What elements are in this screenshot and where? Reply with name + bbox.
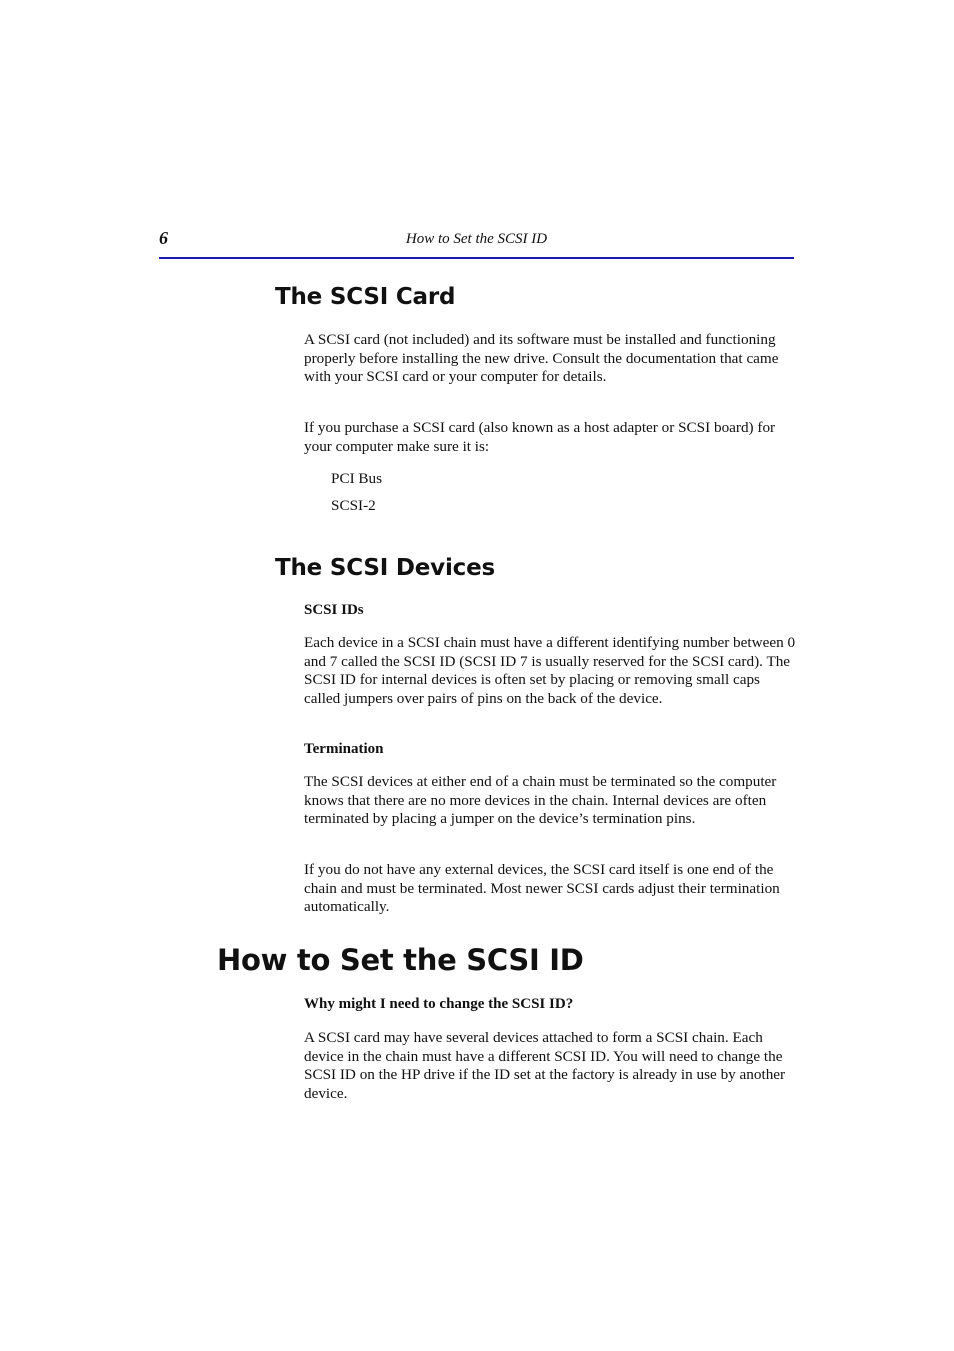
- heading-the-scsi-card: The SCSI Card: [275, 284, 456, 310]
- heading-the-scsi-devices: The SCSI Devices: [275, 555, 495, 581]
- subheading-why-change-scsi-id: Why might I need to change the SCSI ID?: [304, 996, 574, 1012]
- requirement-scsi-2: SCSI-2: [331, 497, 376, 514]
- heading-how-to-set-the-scsi-id: How to Set the SCSI ID: [217, 943, 584, 977]
- why-change-paragraph: A SCSI card may have several devices attached to form a SCSI chain. Each device in the chain must have a different SCSI ID. You will need to change the SCSI ID on the HP drive if the ID set at the factory is already in use by another device.: [304, 1029, 786, 1102]
- subheading-scsi-ids: SCSI IDs: [304, 602, 364, 618]
- termination-paragraph-1: The SCSI devices at either end of a chain must be terminated so the computer knows that there are no more devices in the chain. Internal devices are often terminated by placing a jumper on the device’s termination pins.: [304, 773, 777, 827]
- scsi-ids-paragraph: Each device in a SCSI chain must have a different identifying number between 0 and 7 called the SCSI ID (SCSI ID 7 is usually reserved for the SCSI card). The SCSI ID for internal devices is often set by placing or removing small caps called jumpers over pairs of pins on the back of the device.: [304, 634, 796, 707]
- termination-paragraph-2: If you do not have any external devices, the SCSI card itself is one end of the chain and must be terminated. Most newer SCSI cards adjust their termination automatically.: [304, 861, 780, 915]
- page-header: [159, 226, 794, 259]
- page-number: 6: [159, 228, 168, 248]
- scsi-card-paragraph-2: If you purchase a SCSI card (also known as a host adapter or SCSI board) for your computer make sure it is:: [304, 419, 776, 455]
- subheading-termination: Termination: [304, 741, 384, 757]
- running-title: How to Set the SCSI ID: [405, 231, 548, 247]
- requirement-pci-bus: PCI Bus: [331, 470, 383, 487]
- scsi-card-paragraph-1: A SCSI card (not included) and its software must be installed and functioning properly before installing the new drive. Consult the documentation that came with your SCSI card or your computer for details.: [304, 331, 779, 385]
